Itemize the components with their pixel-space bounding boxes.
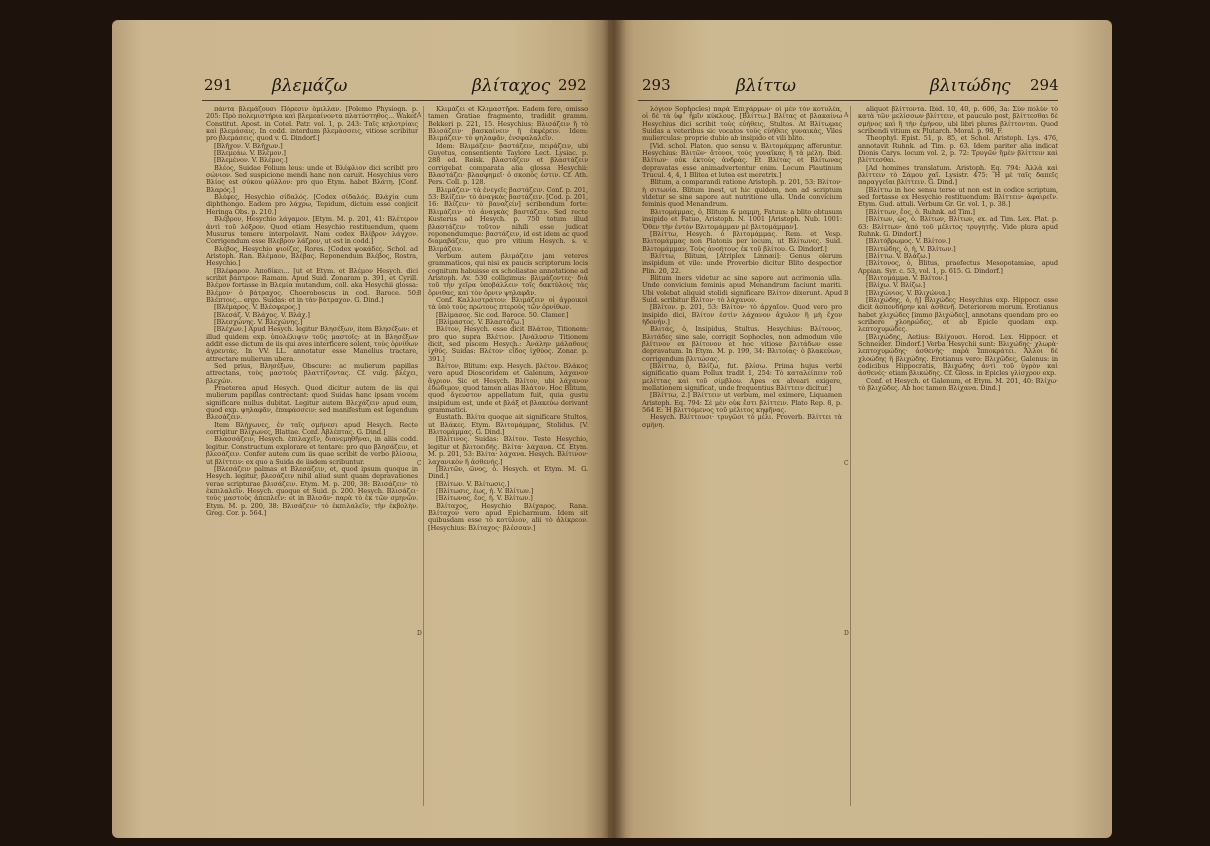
- entry: [Βλῆχον. V. Βλῆχων.]: [214, 141, 283, 150]
- margin-mark-a: A: [844, 112, 849, 119]
- headword-left-b: βλίταχος: [472, 76, 551, 96]
- entry: Item Βλήχωνες, ἐν ταῖς σμήνεσι apud Hesych. Recte corrigitur Βλίχωνες, Blattae. Conf. Ἀβλέπτας. G. Dind.]: [206, 420, 418, 437]
- entry: [Βλιτώδης, ὁ, ἡ, V. Βλίτων.]: [866, 244, 956, 253]
- entry: Βλιμάζειν· τὰ ἐνεγεῖς βαστάζειν. Conf. p. 201, 53: Βλίζειν· τὸ ἀναγκὰς βαστάζειν. [Cod. p. 201, 16: Βλίζειν· τὸ βαναζείν] scribendum forte: Βλιμάζειν· τὸ ἀναγκὰς βαστάζειν. Sed recte Kusterus ad Hesych. p. 750 totum illud βλαστάζειν τοῦτον nihili esse judicat reponendumque: βαστάζειν, id est idem ac quod διαμαβάζειν, quo pro vitium Hesych. s. v. Βλιμάζειν.: [428, 185, 588, 253]
- page-number-293: 293: [642, 76, 671, 94]
- entry: Blitum iners videtur ac sine sapore aut acrimonia ulla. Unde convicium feminis apud Menandrum faciunt mariti. Ubi volebat aliquid stolidi significare Βλίτον dixerunt. Apud Suid. scribitur Βλίτον· τὸ λάχανον.: [642, 273, 842, 304]
- entry: [Βλεσάζειν palmas et Βλεσάζειν, et, quod ipsum quoque in Hesych. legitur, βλεσάζειν nihil aliud sunt quam depravationes verae scripturae βλισάζειν. Etym. M. p. 200, 38: Βλισάζειν· τὸ ἐκπιλαλεῖν. Hesych. quoque et Suid. p. 200. Hesych. Βλισάζει· τοὺς μαστοὺς ἀπεπλεῖν: et in Βλισᾶν· παρὰ τὸ ἐκ τῶν σμηνῶν. Etym. M. p. 200, 38: Βλισάζειν· τὸ ἐκπιλαλεῖν, τὴν ἐκβολὴν. Greg. Cor. p. 564.]: [206, 464, 418, 517]
- margin-mark-a: A: [417, 112, 422, 119]
- headword-right-a: βλίττω: [736, 76, 796, 96]
- entry: [Βλιτόβρωμος. V. Βλίτον.]: [866, 237, 951, 246]
- entry: λόγιον Sophocles) παρὰ Ἐπιχάρμων· οἱ μὲν τὸν κοτυλέα, οἱ δὲ τὰ ὑφ᾽ ἧμῖν κύκλους. [Βλίττω.] Βλίτας et βλακαίνω Hesychius dici scribit τοὺς εὐήθεις, Stultos. At Βλίτωμας Suidas a veteribus sic vocatos τοὺς εὐήθεις γυναικὰς, Viles mulierculas: proprie dubio ab insipido et vili blito.: [642, 106, 842, 143]
- entry: [Βλεμένον. V. Βλέμος.]: [214, 156, 288, 165]
- entry: Hesych. Βλίττουσι· τρυγῶσι τὸ μέλι. Proverb. Βλίττει τὰ σμήνη.: [642, 413, 842, 429]
- entry: Βλέφες, Hesychio σίδαλός. [Codex σίδαλός. Βλάχία cum diphthongo. Eadem pro λάχρω, Tepidum, dictum esse conjicit Heringa Obs. p. 210.]: [206, 193, 418, 216]
- entry: [Βλεσάζ. V. Βλάχος. V. Βλάχ.]: [214, 310, 310, 319]
- entry: Theophyl. Epist. 51, p. 85, et Schol. Aristoph. Lys. 476, annotavit Ruhnk. ad Tim. p. 63. Idem pariter alia indicat Dionis Carys. locum vol. 2, p. 72: Τρυγῶν ἢμὲν βλίττειν καὶ βλίττεσθαι.: [858, 134, 1058, 165]
- open-book: [112, 20, 1112, 838]
- entry: Conf. et Hesych. et Galenum, et Etym. M. 201, 40: Βλίχω· τὸ βλιχῶδες. Ab hoc tamen Βλίχανα. Dind.]: [858, 376, 1058, 393]
- entry: [Βλίτωσις, ἐως, ἡ. V. Βλίτων.]: [436, 486, 534, 495]
- entry: [Βλιχώδης, ὁ, ἡ] Βλιχώδες Hesychius exp. Hippocr. esse dicit ἀσπονδήρην καὶ ἀσθενῆ. Deteriorem morum. Erotianus habet χλιχώδες [immo βλιχώδες], annotans quendam pro eo scribere χλοηρώδες, et ab Epicle quodam exp. λεπτοχυμώδες.: [858, 295, 1058, 334]
- entry: [Βλίττων, ἔος, ὁ. Ruhnk. ad Tim.]: [866, 207, 975, 216]
- header-rule-left: [202, 100, 582, 101]
- entry: Idem: Βλιμάζειν· βαστάζειν, πειράζειν, ubi Guyetus, consentiente Taylore Lect. Lysiac. p. 288 ed. Reisk. βλαστάζειν et βλαστάζειν corrigebat comparata alia glossa Hesychii: Βλαστάζει· βλασφημεῖ· ὁ σκοπὸς ἐστιν. Cf. Ath. Pers. Coll. p. 128.: [428, 141, 588, 187]
- entry: Βλιτάς, ὁ, Insipidus, Stultus. Hesychius: Βλίτονος. Βλιτάδες sine sale, corrigit Sophocles, non admodum vile βλίτινον ex βλίτονον et hoc vitiose βλιτάδων esse depravatum. In Etym. M. p. 199, 34: Βλιτοίας· ὁ βλακεύων, corrigendum βλιτώσας.: [642, 325, 842, 363]
- page-number-294: 294: [1030, 76, 1059, 94]
- left-column-a: [206, 106, 418, 806]
- entry: [Βλέμαρος. V. Βλέσφερος.]: [214, 303, 300, 312]
- right-column-a: [642, 106, 842, 806]
- entry: [Βλέχων.] Apud Hesych. legitur Βλησέξων, item Βλησέξων: et illud quidem exp. ὑπολέλιψιν τοῦς μαστοῖς: at in Βλησέξων addit esse dictum de iis qui aves interficere solent, τοὺς ὀρνίθων ἀγρευτάς. In VV. LL. annotatur esse Manelius tractare, attrectare mulierum ubera.: [206, 325, 418, 363]
- entry: [Ad homines translatum. Aristoph. Eq. 794: Ἀλλὰ καὶ βλίττειν τὸ Σάμου χαῖ. Lysistr. 475: Ἥ μὲ ταῖς δαπεῖς παραγγεῖαι βλίττειν. G. Dind.]: [858, 163, 1058, 187]
- entry: [Βλίτων. V. Βλίτωσις.]: [436, 479, 510, 488]
- entry: [Βλίτον. p. 201, 53: Βλίτον· τὸ ἀρχαῖον. Quod vero pro insipido dici, Βλίτον ἐστὶν λάχανον ἄχυλον ἢ μὴ ἔχον ἡδονήν.]: [642, 303, 842, 326]
- entry: [Βλέφαρον. Ἀποδίκει... [ut et Etym. et Βλέμον Hesych. dici scribit βάπτρον: Ramam. Apud Suid. Zonaram p. 391, et Cyrill. Βλέμον fortasse in Βλεμία mutandum, coll. aka Hesychii glossa: Βλέμον· ὁ βάτραχος. Choeroboscus in cod. Baroce. 50: Βλέπτοις... ergo. Suidas: et in τὰν βάτραχον. G. Dind.]: [206, 266, 418, 304]
- entry: Βλίτον, Hesych. esse dicit Βλάτον, Titionem: pro quo supra Βλέτιον. [Ἀνάλυσιν Titionem dicit, sed piscem Hesych.: Ἀνάλην μάλαθους ἰχθύς. Suidas: Βλέτον· εἶδος ἰχθύος. Zonar. p. 391.]: [428, 325, 588, 363]
- column-divider-left: [423, 106, 424, 806]
- entry: [Βλίττω. V. Βλάζω.]: [866, 251, 931, 260]
- left-page: [112, 20, 608, 838]
- column-divider-right: [850, 106, 851, 806]
- entry: Βλίττω, Blitum, [Atriplex Linnæi]: Genus olerum insipidum et vile: unde Proverbio dicitur Blito despectior Plin. 20, 22.: [642, 251, 842, 275]
- entry: [Βλίττω, ὁ, Βλίζω, fut. βλίσω. Prima hujus verbi significatio quam Pollux tradit 1, 254: Τὸ καταλείπειν τοῦ μελίττας καὶ τοῦ σίμβλου. Apes ex alveari exigere, mellationem significat, unde frequentius Βλίττειν dicitur.]: [642, 362, 842, 393]
- entry: [Βλίμασος. Sic cod. Baroce. 50. Clamer.]: [436, 310, 569, 319]
- entry: [Βλίτονος, ὁ, Blitus, praefectus Mesopotamiae, apud Appian. Syr. c. 53, vol. 1, p. 615. G. Dindorf.]: [858, 259, 1058, 275]
- book-gutter: [602, 20, 626, 838]
- entry: Βλίταχος, Hesychio Βλίχαρος. Rana. Βλίταχον vero apud Epicharmum. Idem sit quibusdam esse τὸ κοτύλιον, alii τὸ ἀλίκρεον. [Hesychius: Βλίταχος· βλέσσαν.]: [428, 501, 588, 532]
- left-page-header: [112, 76, 608, 100]
- entry: [Βλίμαστος. V. Βλαστάζω.]: [436, 317, 524, 326]
- margin-mark-d: D: [417, 630, 422, 637]
- margin-mark-b: B: [844, 290, 849, 297]
- entry: [Βλίχω. V. Βλίζω.]: [866, 281, 925, 290]
- entry: Βλέβος, Hesychio ψιοίζες, Rores. [Codex ψοκάδες. Schol. ad Aristoph. Ran. Βλέμαον, Βλέβας. Reponendum Βλέβος, Rostra, Hesychio.]: [206, 244, 418, 268]
- entry: [Βλεσχώνης. V. Βλεχώνης.]: [214, 317, 303, 326]
- entry: [Vid. schol. Platon. quo sensu v. Βλιτομάμμας afferuntur. Hesychius: Βλιτῶν· ἄτονοι, τοὺς γυναῖκας ἢ τὰ μέλη. Ibid. Βλίτων· οὐκ ἐκτοὺς ἀνδράς. Et Βλίτας et Βλίτωνας depravatas esse animadvertentur enim. Locum Plautinum Trucul. 4, 4, 1 Blitea et lutea est meretrix.]: [642, 141, 842, 180]
- margin-mark-c: C: [844, 460, 849, 467]
- headword-left-a: βλεμάζω: [272, 76, 348, 96]
- page-number-292: 292: [558, 76, 587, 94]
- margin-mark-b: B: [417, 290, 422, 297]
- entry: [Βλιχώδης, Aetius: Βλίχουσι. Herod. Lex. Hippocr. et Schneider. Dindorf.] Verba Hesychii sunt: Βλιχώδης· χλωρὰ· λεπτοχυμώδης· ἀσθενής· παρὰ Ἱπποκράτει. Ἄλλοι δὲ χλοώδης ἢ βλιχώδης. Erotianus vero: Βλιχῶδες, Galenus: in codicibus Hippocratis, Βλιχώδης ἀντὶ τοῦ ὑγρὸν καὶ ἀσθενές· etiam βλικώδης. Cf. Gloss. in Epicles γλίσχρον exp.: [858, 332, 1058, 378]
- margin-mark-c: C: [417, 460, 422, 467]
- header-rule-right: [638, 100, 1058, 101]
- left-column-b: [428, 106, 588, 806]
- entry: Βλασσάζειν, Hesych. ἐπιλαχεῖν, διανεμηθῆναι, in aliis codd. legitur. Constructum explorare et tentare: pro quo βλησάζειν, et βλεσάζειν. Confer autem cum iis quae scribit de verbo βλίσσω, ut βλίττειν: ex quo a Suida de iisdem scribuntur.: [206, 435, 418, 466]
- entry: [Βλίτωνος, ἔος, ἡ. V. Βλίτων.]: [436, 494, 533, 503]
- entry: Conf. Καλλιστράτου: Βλιμάζειν οἱ ἀγροικοὶ τὰ ὑπὸ τοὺς πρώτους πτεροὺς τῶν ὀρνίθων.: [428, 295, 588, 312]
- entry: [Βλιχώνιος. V. Βλιχώνια.]: [866, 288, 951, 297]
- entry: Blitum, a comparandi ratione Aristoph. p. 201, 53: Βλίτον· ἡ σιτωνία. Blitum inest, ut hic quidem, non ad scriptum videtur se sine sapore aut nutritione ulla. Unde convicium feminis quod Menandrum.: [642, 178, 842, 209]
- entry: Sed prius, Βλησέξων, Obscure: ac mulierum papillas attrectans, τοὺς μαστοὺς βλαττίζοντας. Cf. vulg. βλέχει, βλεχών.: [206, 362, 418, 385]
- entry: Βλιτομάμμας, ὁ, Blitum & μαμμη, Fatuus: a blito obtusum insipido et Fatuo, Aristoph. N. 1001 [Aristoph. Nub. 1001: Ὅθεν τὴν ἐντὸν Βλιτομάμμαν μὲ βλιτομάμμαν].: [642, 207, 842, 231]
- entry: [Βλίτινος. Suidas: Βλίτον. Teste Hesychio, legitur et βλιτοειδής. Βλίτα· λάχανα. Cf. Etym. M. p. 201, 53: Βλίτα· λάχανα. Hesych. Βλίτινον· λαχανικὸν ἢ ἀσθενής.]: [428, 435, 588, 466]
- entry: Βλέβρον, Hesychio λάγαμον. [Etym. M. p. 201, 41: Βλέτερον ἀντὶ τοῦ λόξρον. Quod etiam Hesychio restituendum, quem Musurus temere interpolavit. Nam codex Βλίβρον λάγχον. Corrigendum esse Βλεβρον λάζρον, ut est in codd.]: [206, 215, 418, 246]
- right-page: [608, 20, 1112, 838]
- entry: Βλέος, Suidae Folium leus: unde et Βλέφλιον dici scribit pro σώνιον. Sed suspicione mendi hanc non caruit. Hesychius vero Βλίος est σύκου φύλλον: pro quo Etym. habet Βλάτη. [Conf. Βλαρός.]: [206, 163, 418, 194]
- headword-right-b: βλιτώδης: [930, 76, 1011, 96]
- entry: [Βλίτων, ὡς, ὁ. Βλίτων, Βλίτων, ex. ad Tim. Lex. Plat. p. 63: Βλίττων· ἀπὸ τοῦ μέλιτος τρυγητὴς. Vide plura apud Ruhnk. G. Dindorf.]: [858, 215, 1058, 238]
- right-column-b: [858, 106, 1058, 806]
- entry: Βλίτον, Blitum: exp. Hesych. βλέτον. Βλάκος vero apud Dioscoridem et Galenum, λάχανον ἄγριον. Sic et Hesych. Βλίτον, ubi λάχανον ἐδώδιμον, quod tamen alias Βλάτον. Hoc Blitum, quod ἄγευστον appellatum fuit, quia gustu insipidum est, unde et βλάξ et βλακεύω derivant grammatici.: [428, 362, 588, 415]
- entry: Eustath. Βλίτα quoque ait significare Stultos, ut Βλάκες. Etym. Βλιτομάμμας, Stolidus. [V. Βλιτομάμμας. G. Dind.]: [428, 413, 588, 437]
- right-page-header: [608, 76, 1112, 100]
- entry: [Βλιτῶν, ῶνος, ὁ. Hesych. et Etym. M. G. Dind.]: [428, 464, 588, 481]
- entry: [Βλιτομάμμα. V. Βλίτον.]: [866, 273, 948, 282]
- page-number-291: 291: [204, 76, 233, 94]
- entry: πάντα βλεμάζουσι Πόρεσιν ὅμιλλαν. [Polemo Physiogn. p. 205: Πρὸ πολεμιστήρια καὶ βλεμεαίνοντα πλατύστηθος... Wakef. Constitut. Apost. in Cotel. Patr. vol. 1, p. 243: Ταῖς κηλοτρίαις καὶ βλεμάσαις. In codd. interdum βλεμάσσεις, vitiose scribitur pro βλεμάσεις, quod v. G. Dindorf.]: [206, 106, 418, 143]
- margin-mark-d: D: [844, 630, 849, 637]
- entry: aliquot βλίττοντα. Ibid. 10, 40, p. 606, 3a: Σὺν πολὺν τὸ κατὰ τῶν μελίσσων βλίττειν, et pauculo post, βλίττεσθαι δὲ σμήνος καὶ ἢ τὴν ἐμήνον, ubi libri plures βλίττονται. Quod scribendi vitium ex Plutarch. Moral. p. 98, F.: [858, 106, 1058, 136]
- entry: [Βλίττω, Hesych. ὁ βλιτομάμμας. Rem. et Vesp. Βλιτομάμμας non Platonis per iocum, ut Βλίτωνες. Suid. Βλιτομάμμαν, Τοὺς ἀνοήτους ἐκ τοῦ βλίτου. G. Dindorf.]: [642, 229, 842, 253]
- entry: Praeterea apud Hesych. Quod dicitur autem de iis qui mulierum papillas contrectant: quod Suidas hanc ipsam vocem significare nullus dubitat. Legitur autem Βλεχάζειν apud eum, quod exp. ψηλαφᾶν, ἐπαφάσσειν: sed manifestum est legendum Βλεσάζειν.: [206, 384, 418, 422]
- entry: [Βλίττω in hoc sensu terse ut non est in codice scriptum, sed fortasse ex Hesychio restituendum: Βλίττειν· ἀφαιρεῖν. Etym. Gud. attuli. Verbum Gr. Gr. vol. 1, p. 38.]: [858, 185, 1058, 209]
- entry: Verbum autem βλιμάζειν jam veteres grammaticos, qui nisi ex paucis scriptorum locis cognitum habuisse ex scholiastae annotatione ad Aristoph. Av. 530 colligimus: βλιμάζοντες· διὰ τοῦ τὴν χεῖρα ὑποβάλλειν τοῖς δακτύλοις τὰς ὄρνιθας, καὶ τὸν ὄρνιν ψηλαφᾶν.: [428, 251, 588, 297]
- entry: [Βλεμεάω. V. Βλέμον.]: [214, 149, 286, 158]
- entry: Κλιμάζει et Κλιμαστῆρα. Eadem fere, omisso tamen Gratiae fragmento, tradidit gramm. Bekkeri p. 221, 15. Hesychius: Βλισάζειν ἢ τὸ Βλισάζειν· βασκαίνειν ἢ ἐκφέρειν. Idem: Βλιμάζειν· τὸ ψηλαφᾶν, ἐνσφαλαλεῖν.: [428, 106, 588, 143]
- entry: [Βλίττω, 2.] Βλίττειν ut verbum, mel eximere, Liquamen Aristoph. Eq. 794: Σὲ μὲν οὐκ ἔστι βλίττειν. Plato Rep. 8, p. 564 E: Ἡ βλιττόμενος τοῦ μέλιτος κηφῆνας.: [642, 391, 842, 415]
